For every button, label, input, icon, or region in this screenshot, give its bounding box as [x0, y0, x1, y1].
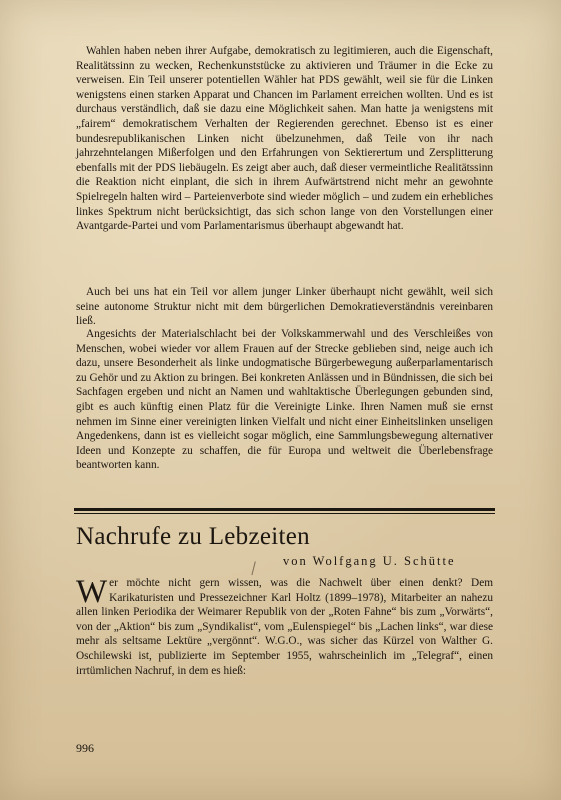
paragraph-text: Auch bei uns hat ein Teil vor allem junger Linker überhaupt nicht gewählt, weil sich seine autonome Struktur nicht mit dem bürgerlichen Demokratieverständnis vereinbaren ließ.	[76, 286, 493, 328]
page-number: 996	[76, 741, 94, 755]
article-title: Nachrufe zu Lebzeiten	[76, 523, 310, 550]
paragraph-text: Wahlen haben neben ihrer Aufgabe, demokratisch zu legitimieren, auch die Eigenschaft, Realitätssinn zu wecken, Rechenkunststücke zu aktivieren und Träumer in die Ecke zu verweisen. Ein Teil unserer potentiellen Wähler hat PDS gewählt, weil sie für die Linken wenigstens einen starken Apparat und Chancen im Parlament erreichen wollten. Und es ist durchaus verständlich, daß sie dazu eine Möglichkeit sahen. Man hatte ja wenigstens mit „fairem“ demokratischem Verhalten der Regierenden gerechnet. Ebenso ist es einer bundesrepublikanischen Linken nicht übelzunehmen, daß Teile von ihr nach jahrzehntelangen Mißerfolgen und den Erfahrungen von Sektierertum und Zersplitterung ebenfalls mit der PDS liebäugeln. Es zeigt aber auch, daß dieser vermeintliche Realitätssinn die Reaktion nicht einplant, die sich in ihrem Aufwärtstrend nicht mehr an gewohnte Spielregeln halten wird – Parteienverbote sind wieder möglich – und zudem ein erhebliches linkes Spektrum nicht berücksichtigt, das sich schon lange von den Vorstellungen einer Avantgarde-Partei und vom Parlamentarismus überhaupt abgewandt hat.	[76, 45, 493, 233]
paragraph-text: Angesichts der Materialschlacht bei der Volkskammerwahl und des Verschleißes von Menschen, wobei wieder vor allem Frauen auf der Strecke geblieben sind, neige auch ich dazu, unsere Besonderheit als linke undogmatische Bürgerbewegung außerparlamentarisch zu Gehör und zu Aktion zu bringen. Bei konkreten Anlässen und in Bündnissen, die sich bei Sachfagen ergeben und nicht an Namen und wahltaktische Überlegungen gebunden sind, gibt es auch künftig einen Platz für die Vereinigte Linke. Ihren Namen muß sie ernst nehmen im Sinne einer vereinigten linken Vielfalt und nicht einer Einheitslinken unseligen Angedenkens, dann ist es vielleicht sogar möglich, eine Sammlungsbewegung alternativer Ideen und Konzepte zu schaffen, die für Europa und weltweit die Überlebensfrage beantworten kann.	[76, 328, 493, 472]
section-divider-thin	[74, 513, 495, 514]
article-author: von Wolfgang U. Schütte	[283, 554, 456, 568]
pencil-mark	[251, 561, 261, 576]
paragraph-young-left	[76, 285, 493, 329]
drop-cap: W	[76, 574, 108, 610]
article-opening-paragraph	[76, 576, 493, 678]
paragraph-vereinigte-linke	[76, 327, 493, 473]
section-divider-thick	[74, 508, 495, 511]
article-body-text: er möchte nicht gern wissen, was die Nachwelt über einen denkt? Dem Karikaturisten und Pressezeichner Karl Holtz (1899–1978), Mitarbeiter an nahezu allen linken Periodika der Weimarer Republik von der „Roten Fahne“ bis zum „Vorwärts“, von der „Aktion“ bis zum „Syndikalist“, vom „Eulenspiegel“ bis „Lachen links“, war diese mehr als seltsame Lektüre „vergönnt“. W.G.O., was sicher das Kürzel von Walther G. Oschilewski ist, publizierte im September 1955, wahrscheinlich im „Telegraf“, einen irrtümlichen Nachruf, in dem es hieß:	[76, 577, 493, 677]
paragraph-democracy	[76, 44, 493, 234]
